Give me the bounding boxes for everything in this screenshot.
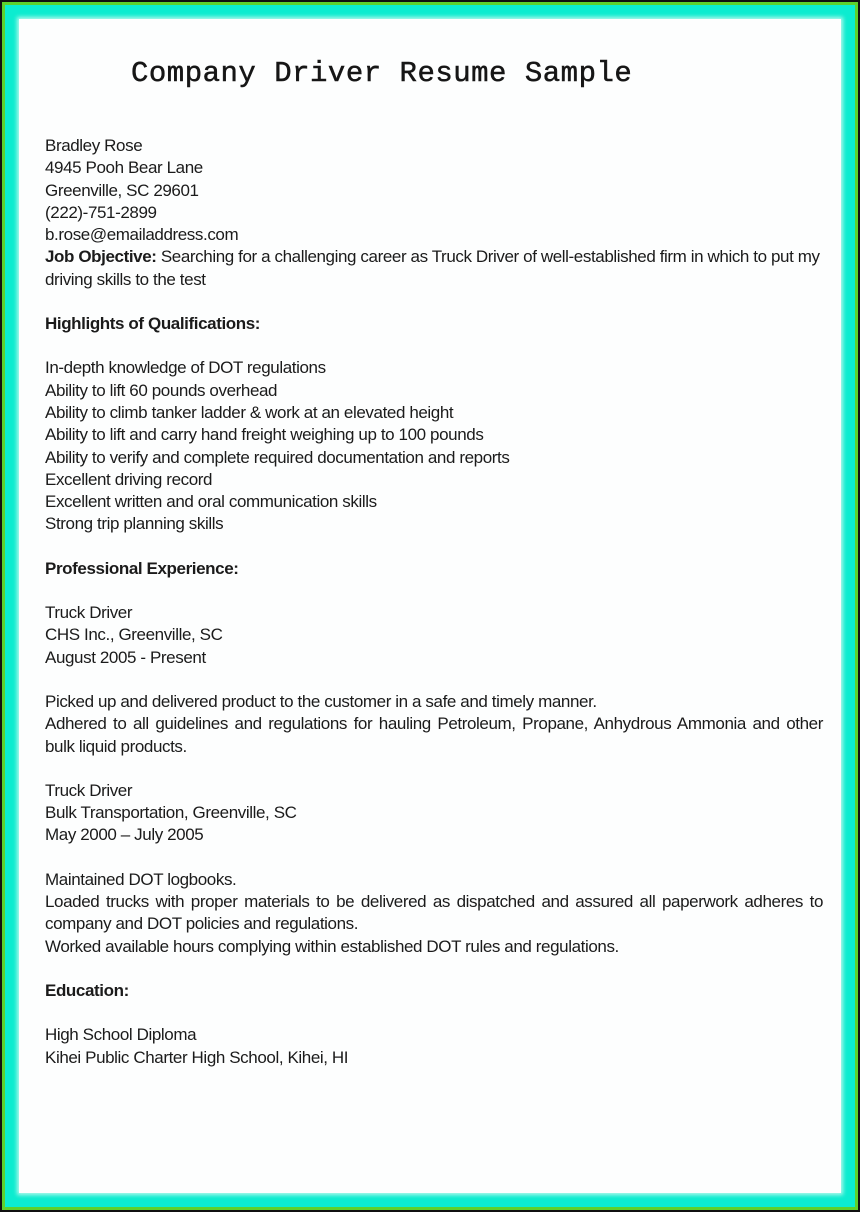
education-block [45, 1024, 823, 1069]
job-duty: Worked available hours complying within established DOT rules and regulations. [45, 936, 619, 956]
contact-email: b.rose@emailaddress.com [45, 225, 239, 245]
contact-city: Greenville, SC 29601 [45, 180, 199, 200]
job-duties [45, 691, 823, 758]
job-company: Bulk Transportation, Greenville, SC [45, 803, 297, 823]
qualification-item: Ability to climb tanker ladder & work at an elevated height [45, 402, 454, 422]
resume-content [45, 57, 823, 1069]
job-title: Truck Driver [45, 780, 133, 800]
qualification-item: Strong trip planning skills [45, 514, 224, 534]
contact-phone: (222)-751-2899 [45, 202, 157, 222]
education-school: Kihei Public Charter High School, Kihei, HI [45, 1047, 349, 1067]
qualifications-heading: Highlights of Qualifications: [45, 314, 261, 334]
job-duty: Adhered to all guidelines and regulations for hauling Petroleum, Propane, Anhydrous Ammonia and other bulk liquid products. [45, 714, 823, 756]
contact-name: Bradley Rose [45, 136, 143, 155]
job-objective [45, 246, 823, 291]
contact-block [45, 135, 823, 246]
qualification-item: Ability to lift 60 pounds overhead [45, 380, 278, 400]
job-objective-label: Job Objective: [45, 247, 157, 267]
job-company: CHS Inc., Greenville, SC [45, 625, 223, 645]
job-objective-text: Searching for a challenging career as Truck Driver of well-established firm in which to put my driving skills to the test [45, 247, 820, 289]
qualification-item: In-depth knowledge of DOT regulations [45, 358, 326, 378]
experience-heading: Professional Experience: [45, 558, 239, 578]
job-duty: Loaded trucks with proper materials to be delivered as dispatched and assured all paperwork adheres to company and DOT policies and regulations. [45, 892, 823, 934]
page-title: Company Driver Resume Sample [131, 57, 633, 90]
job-dates: August 2005 - Present [45, 647, 206, 667]
job-title: Truck Driver [45, 603, 133, 623]
job-duty: Picked up and delivered product to the customer in a safe and timely manner. [45, 691, 597, 711]
job-duties [45, 869, 823, 958]
contact-street: 4945 Pooh Bear Lane [45, 158, 203, 178]
qualification-item: Excellent written and oral communication skills [45, 492, 377, 512]
education-degree: High School Diploma [45, 1025, 197, 1045]
job-header [45, 780, 823, 847]
resume-page [19, 19, 841, 1193]
education-heading: Education: [45, 980, 129, 1000]
job-dates: May 2000 – July 2005 [45, 825, 204, 845]
qualification-item: Excellent driving record [45, 469, 213, 489]
qualifications-list [45, 357, 823, 535]
qualification-item: Ability to lift and carry hand freight weighing up to 100 pounds [45, 425, 484, 445]
job-header [45, 602, 823, 669]
job-duty: Maintained DOT logbooks. [45, 869, 237, 889]
qualification-item: Ability to verify and complete required documentation and reports [45, 447, 510, 467]
